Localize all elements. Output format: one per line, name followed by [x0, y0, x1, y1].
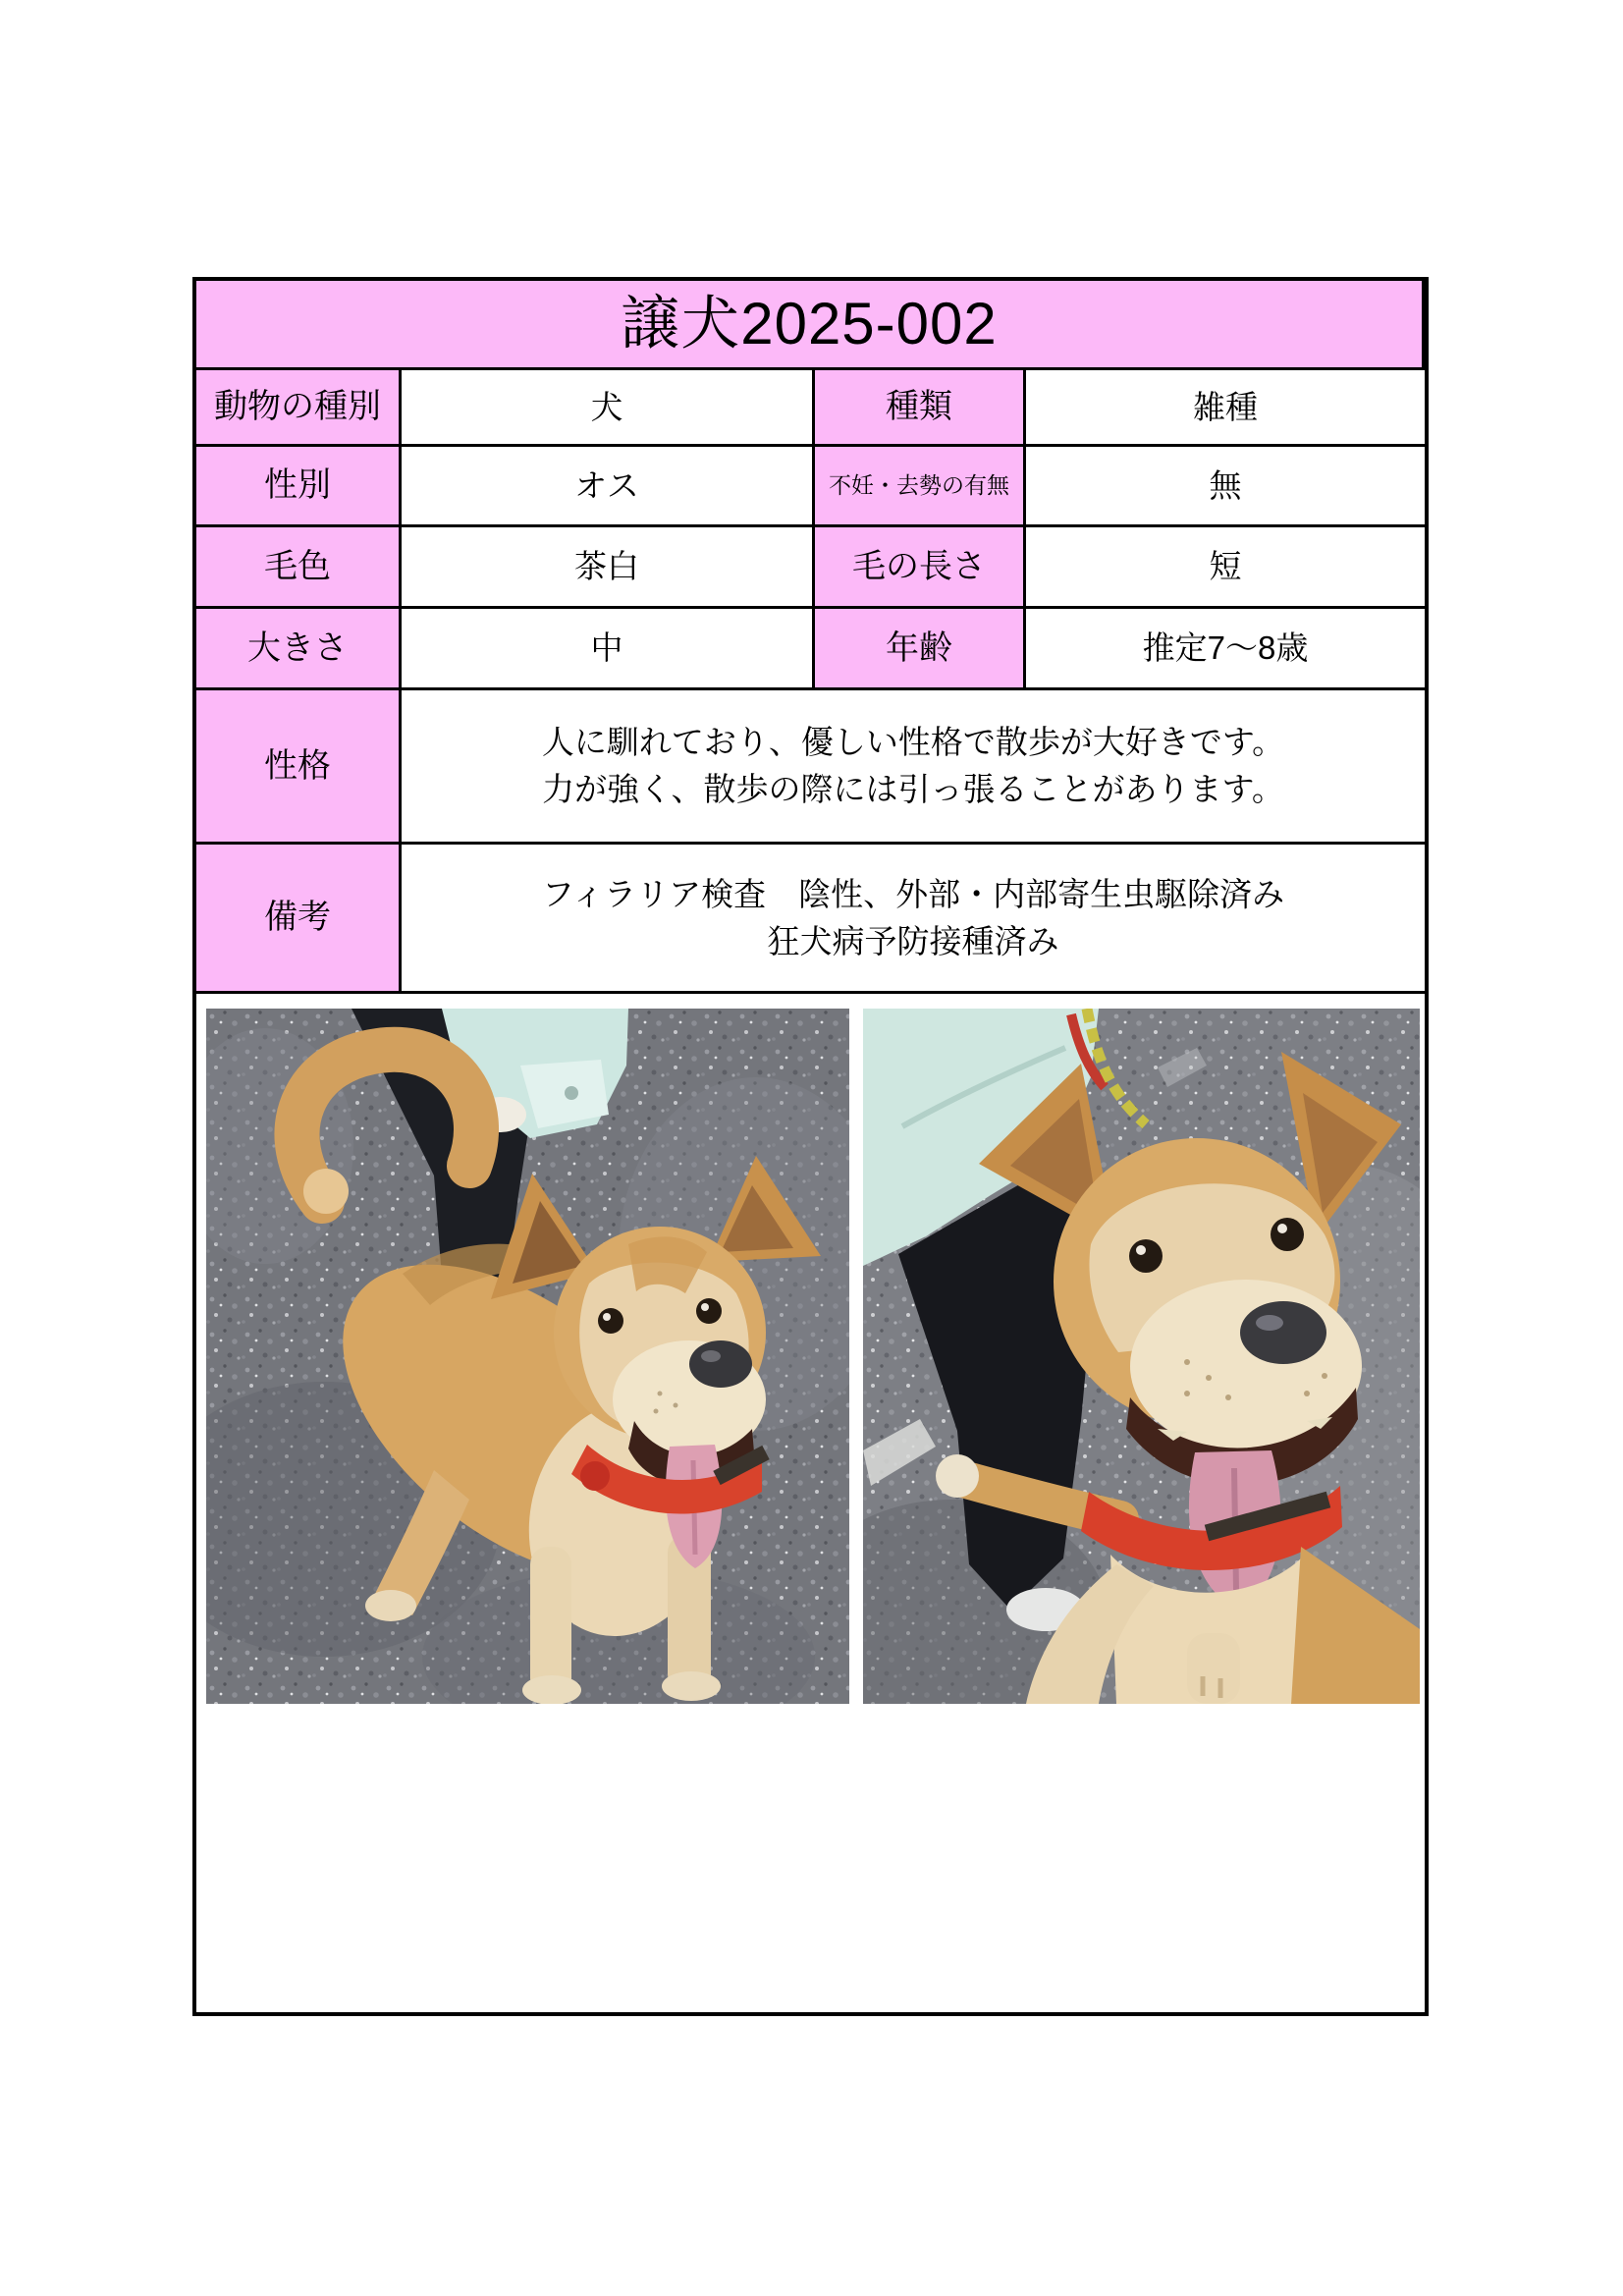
cell-sex-value: オス	[402, 447, 815, 527]
cell-size-value: 中	[402, 609, 815, 690]
sheet-title: 譲犬2025-002	[196, 281, 1425, 370]
cell-size-label: 大きさ	[196, 609, 402, 690]
cell-animal-type-label: 動物の種別	[196, 370, 402, 447]
cell-animal-type-value: 犬	[402, 370, 815, 447]
cell-breed-label: 種類	[815, 370, 1026, 447]
cell-coat-length-value: 短	[1026, 527, 1425, 609]
notes-line-2: 狂犬病予防接種済み	[767, 922, 1059, 959]
cell-age-value: 推定7～8歳	[1026, 609, 1425, 690]
cell-coat-color-value: 茶白	[402, 527, 815, 609]
cell-personality-value	[402, 690, 1425, 845]
cell-notes-label: 備考	[196, 845, 402, 994]
adoption-sheet	[192, 277, 1429, 2016]
dog-standing-photo	[206, 1009, 849, 1704]
personality-line-2: 力が強く、散歩の際には引っ張ることがあります。	[542, 771, 1284, 807]
cell-coat-color-label: 毛色	[196, 527, 402, 609]
cell-breed-value: 雑種	[1026, 370, 1425, 447]
photo-strip	[196, 1009, 1425, 1704]
cell-sex-label: 性別	[196, 447, 402, 527]
cell-notes-value	[402, 845, 1425, 994]
info-table	[196, 281, 1425, 994]
cell-neutered-value: 無	[1026, 447, 1425, 527]
cell-neutered-label: 不妊・去勢の有無	[815, 447, 1026, 527]
cell-coat-length-label: 毛の長さ	[815, 527, 1026, 609]
dog-closeup-photo	[863, 1009, 1420, 1704]
personality-line-1: 人に馴れており、優しい性格で散歩が大好きです。	[541, 724, 1285, 761]
notes-line-1: フィラリア検査 陰性、外部・内部寄生虫駆除済み	[541, 875, 1285, 912]
cell-personality-label: 性格	[196, 690, 402, 845]
cell-age-label: 年齢	[815, 609, 1026, 690]
